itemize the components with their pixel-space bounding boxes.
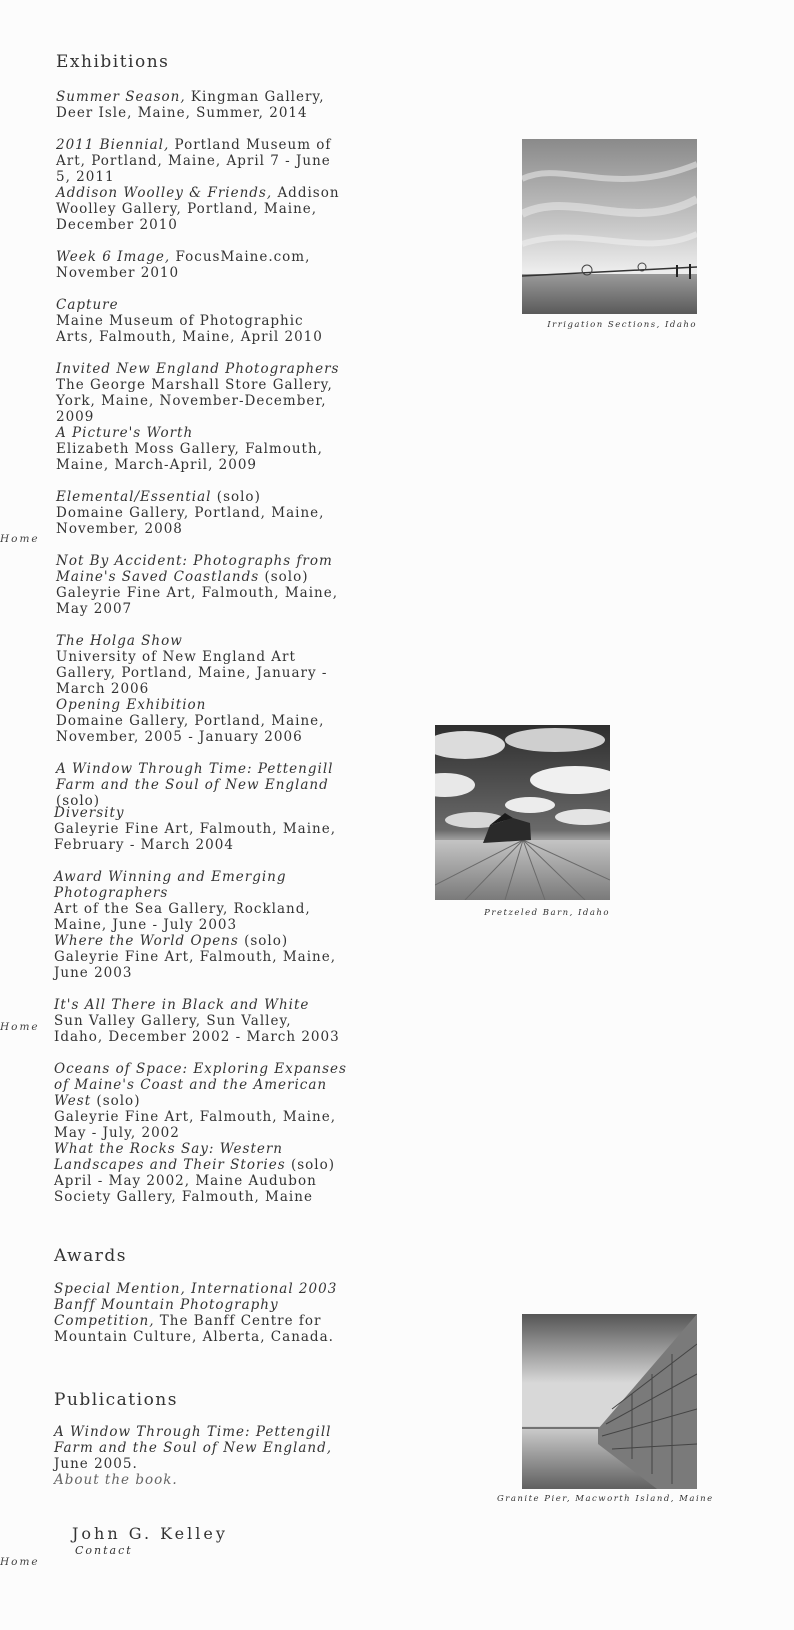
exhibition-entry: [54, 997, 344, 1045]
exhibition-title: Opening Exhibition: [56, 697, 207, 713]
exhibition-entry: [56, 249, 341, 281]
exhibition-entry: [56, 761, 356, 809]
exhibition-title: Week 6 Image,: [56, 249, 171, 265]
exhibition-details: University of New England Art Gallery, Portland, Maine, January - March 2006: [56, 649, 328, 697]
exhibition-title: A Picture's Worth: [56, 425, 194, 441]
exhibition-suffix: (solo): [216, 489, 261, 505]
exhibition-entry: [56, 137, 341, 185]
exhibition-entry: [56, 553, 356, 617]
exhibition-suffix: (solo): [56, 793, 101, 809]
exhibition-details: Kingman Gallery, Deer Isle, Maine, Summer, 2014: [56, 89, 325, 121]
publication-entry: [54, 1424, 344, 1488]
exhibition-details: April - May 2002, Maine Audubon Society Gallery, Falmouth, Maine: [54, 1173, 317, 1205]
publication-title: A Window Through Time: Pettengill Farm and the Soul of New England,: [54, 1424, 333, 1456]
photo-caption: Irrigation Sections, Idaho: [547, 320, 697, 330]
exhibition-details: Maine Museum of Photographic Arts, Falmouth, Maine, April 2010: [56, 313, 323, 345]
exhibition-details: FocusMaine.com, November 2010: [56, 249, 311, 281]
exhibition-entry: [56, 361, 356, 425]
exhibition-entry: [54, 805, 339, 853]
award-details: The Banff Centre for Mountain Culture, Alberta, Canada.: [54, 1313, 334, 1345]
exhibition-title: A Window Through Time: Pettengill Farm and the Soul of New England: [56, 761, 334, 793]
irrigation-photo[interactable]: [522, 139, 697, 314]
exhibition-entry: [54, 869, 354, 933]
photo-caption: Granite Pier, Macworth Island, Maine: [497, 1494, 714, 1504]
awards-heading: Awards: [54, 1246, 127, 1266]
exhibition-entry: [56, 697, 341, 745]
exhibition-title: Award Winning and Emerging Photographers: [54, 869, 287, 901]
exhibition-entry: [56, 297, 341, 345]
exhibition-title: Invited New England Photographers: [56, 361, 340, 377]
exhibition-suffix: (solo): [244, 933, 289, 949]
exhibition-title: Elemental/Essential: [56, 489, 212, 505]
home-link[interactable]: Home: [0, 1021, 40, 1033]
exhibition-details: Domaine Gallery, Portland, Maine, November, 2005 - January 2006: [56, 713, 325, 745]
exhibition-details: Art of the Sea Gallery, Rockland, Maine, June - July 2003: [54, 901, 311, 933]
barn-photo[interactable]: [435, 725, 610, 900]
exhibition-title: Not By Accident: Photographs from Maine's Saved Coastlands: [56, 553, 333, 585]
exhibition-title: Where the World Opens: [54, 933, 239, 949]
exhibition-title: 2011 Biennial,: [56, 137, 170, 153]
exhibitions-heading: Exhibitions: [56, 52, 170, 72]
exhibition-title: Capture: [56, 297, 119, 313]
exhibition-title: Oceans of Space: Exploring Expanses of Maine's Coast and the American West: [54, 1061, 347, 1109]
exhibition-entry: [56, 425, 341, 473]
exhibition-entry: [56, 489, 341, 537]
exhibition-title: What the Rocks Say: Western Landscapes and Their Stories: [54, 1141, 286, 1173]
pier-photo[interactable]: [522, 1314, 697, 1489]
exhibition-suffix: (solo): [290, 1157, 335, 1173]
publications-heading: Publications: [54, 1390, 178, 1410]
exhibition-details: Galeyrie Fine Art, Falmouth, Maine, June 2003: [54, 949, 336, 981]
exhibition-details: Galeyrie Fine Art, Falmouth, Maine, May - July, 2002: [54, 1109, 336, 1141]
publication-details: June 2005.: [54, 1456, 138, 1472]
site-name[interactable]: John G. Kelley: [72, 1524, 228, 1543]
exhibition-details: Elizabeth Moss Gallery, Falmouth, Maine, March-April, 2009: [56, 441, 323, 473]
exhibition-title: It's All There in Black and White: [54, 997, 310, 1013]
home-link[interactable]: Home: [0, 533, 40, 545]
about-book-link[interactable]: About the book.: [54, 1472, 178, 1488]
award-title: Special Mention, International 2003 Banff Mountain Photography Competition,: [54, 1281, 338, 1329]
exhibition-entry: [54, 933, 339, 981]
exhibition-suffix: (solo): [96, 1093, 141, 1109]
exhibition-details: Sun Valley Gallery, Sun Valley, Idaho, December 2002 - March 2003: [54, 1013, 340, 1045]
contact-link[interactable]: Contact: [75, 1544, 133, 1557]
exhibition-details: Portland Museum of Art, Portland, Maine, April 7 - June 5, 2011: [56, 137, 332, 185]
exhibition-title: Diversity: [54, 805, 125, 821]
exhibition-entry: [54, 1141, 339, 1205]
exhibition-title: Summer Season,: [56, 89, 186, 105]
exhibition-entry: [56, 633, 351, 697]
home-link[interactable]: Home: [0, 1556, 40, 1568]
exhibition-details: The George Marshall Store Gallery, York, Maine, November-December, 2009: [56, 377, 333, 425]
exhibition-entry: [54, 1061, 354, 1141]
exhibition-suffix: (solo): [264, 569, 309, 585]
award-entry: [54, 1281, 339, 1345]
exhibition-title: The Holga Show: [56, 633, 183, 649]
photo-caption: Pretzeled Barn, Idaho: [484, 908, 610, 918]
exhibition-details: Addison Woolley Gallery, Portland, Maine, December 2010: [56, 185, 340, 233]
exhibition-details: Galeyrie Fine Art, Falmouth, Maine, February - March 2004: [54, 821, 336, 853]
exhibition-entry: [56, 185, 341, 233]
exhibition-entry: [56, 89, 341, 121]
exhibition-details: Domaine Gallery, Portland, Maine, November, 2008: [56, 505, 325, 537]
exhibition-details: Galeyrie Fine Art, Falmouth, Maine, May 2007: [56, 585, 338, 617]
exhibition-title: Addison Woolley & Friends,: [56, 185, 273, 201]
